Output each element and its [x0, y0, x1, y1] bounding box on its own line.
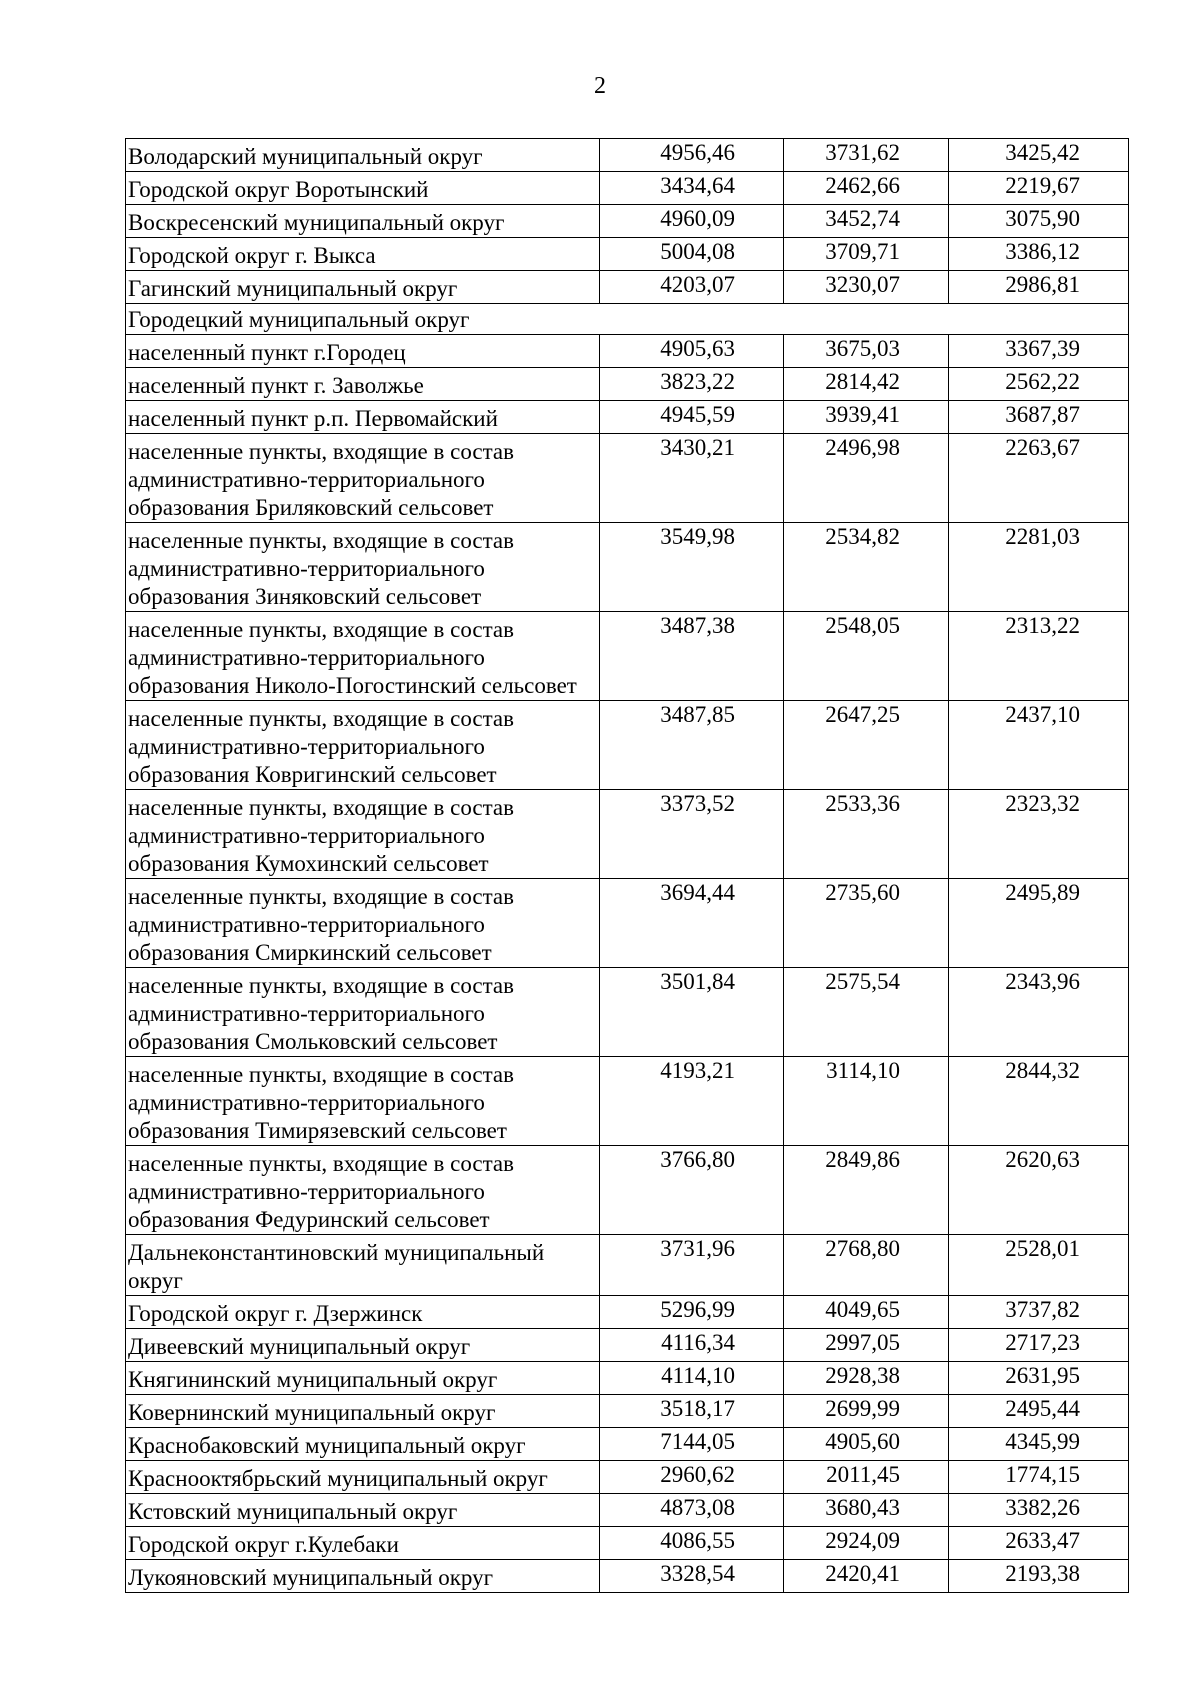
value-cell-2: 3680,43: [784, 1494, 949, 1527]
value-cell-2: 2647,25: [784, 701, 949, 790]
table-row: [126, 968, 1129, 1057]
value-cell-3: 2717,23: [949, 1329, 1129, 1362]
value-cell-1: 2960,62: [600, 1461, 784, 1494]
value-cell-1: 4960,09: [600, 205, 784, 238]
table-row: [126, 612, 1129, 701]
value-cell-1: 3434,64: [600, 172, 784, 205]
territory-name-cell: населенные пункты, входящие в состав административно-территориального образования Федуринский сельсовет: [126, 1146, 600, 1235]
value-cell-1: 3823,22: [600, 368, 784, 401]
value-cell-1: 3694,44: [600, 879, 784, 968]
territory-name-cell: населенные пункты, входящие в состав административно-территориального образования Тимирязевский сельсовет: [126, 1057, 600, 1146]
value-cell-3: 2633,47: [949, 1527, 1129, 1560]
territory-name-cell: Городской округ г. Выкса: [126, 238, 600, 271]
territory-name-cell: Краснобаковский муниципальный округ: [126, 1428, 600, 1461]
territory-name-cell: Кстовский муниципальный округ: [126, 1494, 600, 1527]
table-row: [126, 1057, 1129, 1146]
value-cell-2: 4905,60: [784, 1428, 949, 1461]
table-row: [126, 1395, 1129, 1428]
value-cell-2: 2924,09: [784, 1527, 949, 1560]
value-cell-1: 5296,99: [600, 1296, 784, 1329]
territory-name-cell: Краснооктябрьский муниципальный округ: [126, 1461, 600, 1494]
territory-name-cell: населенные пункты, входящие в состав административно-территориального образования Смольковский сельсовет: [126, 968, 600, 1057]
value-cell-2: 3675,03: [784, 335, 949, 368]
value-cell-1: 3373,52: [600, 790, 784, 879]
value-cell-2: 3709,71: [784, 238, 949, 271]
value-cell-2: 2928,38: [784, 1362, 949, 1395]
table-row: [126, 304, 1129, 335]
value-cell-3: 2281,03: [949, 523, 1129, 612]
territory-name-cell: населенные пункты, входящие в состав административно-территориального образования Николо-Погостинский сельсовет: [126, 612, 600, 701]
table-row: [126, 523, 1129, 612]
value-cell-2: 2548,05: [784, 612, 949, 701]
territory-name-cell: Гагинский муниципальный округ: [126, 271, 600, 304]
table-row: [126, 1146, 1129, 1235]
value-cell-2: 3452,74: [784, 205, 949, 238]
table-row: [126, 1428, 1129, 1461]
value-cell-1: 3501,84: [600, 968, 784, 1057]
table-row: [126, 172, 1129, 205]
value-cell-3: 2263,67: [949, 434, 1129, 523]
value-cell-3: 2323,32: [949, 790, 1129, 879]
value-cell-2: 2533,36: [784, 790, 949, 879]
value-cell-1: 4114,10: [600, 1362, 784, 1395]
value-cell-3: 2528,01: [949, 1235, 1129, 1296]
territory-name-cell: Лукояновский муниципальный округ: [126, 1560, 600, 1593]
value-cell-2: 2575,54: [784, 968, 949, 1057]
table-row: [126, 1527, 1129, 1560]
table-row: [126, 701, 1129, 790]
value-cell-3: 4345,99: [949, 1428, 1129, 1461]
table-row: [126, 1560, 1129, 1593]
table-row: [126, 1296, 1129, 1329]
table-row: [126, 879, 1129, 968]
territory-name-cell: населенные пункты, входящие в состав административно-территориального образования Бриляковский сельсовет: [126, 434, 600, 523]
value-cell-3: 2986,81: [949, 271, 1129, 304]
value-cell-2: 2997,05: [784, 1329, 949, 1362]
table-row: [126, 1362, 1129, 1395]
table-row: [126, 271, 1129, 304]
table-row: [126, 401, 1129, 434]
value-cell-1: 3731,96: [600, 1235, 784, 1296]
value-cell-1: 3430,21: [600, 434, 784, 523]
value-cell-1: 4203,07: [600, 271, 784, 304]
value-cell-3: 1774,15: [949, 1461, 1129, 1494]
value-cell-1: 4086,55: [600, 1527, 784, 1560]
value-cell-2: 3230,07: [784, 271, 949, 304]
page-number: 2: [594, 73, 606, 99]
territory-name-cell: населенные пункты, входящие в состав административно-территориального образования Зиняковский сельсовет: [126, 523, 600, 612]
value-cell-1: 4945,59: [600, 401, 784, 434]
table-row: [126, 139, 1129, 172]
value-cell-2: 2496,98: [784, 434, 949, 523]
territory-name-cell: населенный пункт г.Городец: [126, 335, 600, 368]
table-row: [126, 1494, 1129, 1527]
value-cell-1: 3487,85: [600, 701, 784, 790]
value-cell-1: 3518,17: [600, 1395, 784, 1428]
group-name-cell: Городецкий муниципальный округ: [126, 304, 1129, 335]
value-cell-3: 2437,10: [949, 701, 1129, 790]
value-cell-3: 2562,22: [949, 368, 1129, 401]
value-cell-1: 5004,08: [600, 238, 784, 271]
value-cell-3: 3382,26: [949, 1494, 1129, 1527]
value-cell-1: 4193,21: [600, 1057, 784, 1146]
value-cell-2: 2420,41: [784, 1560, 949, 1593]
value-cell-1: 4116,34: [600, 1329, 784, 1362]
value-cell-1: 3766,80: [600, 1146, 784, 1235]
table-row: [126, 790, 1129, 879]
value-cell-3: 2313,22: [949, 612, 1129, 701]
value-cell-1: 4905,63: [600, 335, 784, 368]
value-cell-1: 4956,46: [600, 139, 784, 172]
table-row: [126, 1461, 1129, 1494]
value-cell-2: 4049,65: [784, 1296, 949, 1329]
table-row: [126, 335, 1129, 368]
table-body: [126, 139, 1129, 1593]
table-row: [126, 1329, 1129, 1362]
value-cell-3: 3367,39: [949, 335, 1129, 368]
value-cell-2: 3939,41: [784, 401, 949, 434]
value-cell-3: 3425,42: [949, 139, 1129, 172]
territory-name-cell: Городской округ г. Дзержинск: [126, 1296, 600, 1329]
value-cell-3: 2343,96: [949, 968, 1129, 1057]
territory-name-cell: населенные пункты, входящие в состав административно-территориального образования Ковригинский сельсовет: [126, 701, 600, 790]
table-row: [126, 1235, 1129, 1296]
table-row: [126, 368, 1129, 401]
value-cell-2: 2768,80: [784, 1235, 949, 1296]
value-cell-3: 2495,89: [949, 879, 1129, 968]
value-cell-3: 3687,87: [949, 401, 1129, 434]
value-cell-1: 4873,08: [600, 1494, 784, 1527]
value-cell-3: 2193,38: [949, 1560, 1129, 1593]
territory-name-cell: населенные пункты, входящие в состав административно-территориального образования Кумохинский сельсовет: [126, 790, 600, 879]
value-cell-3: 2620,63: [949, 1146, 1129, 1235]
territory-name-cell: Воскресенский муниципальный округ: [126, 205, 600, 238]
territory-name-cell: Володарский муниципальный округ: [126, 139, 600, 172]
territory-name-cell: Дивеевский муниципальный округ: [126, 1329, 600, 1362]
value-cell-1: 3487,38: [600, 612, 784, 701]
value-cell-1: 3328,54: [600, 1560, 784, 1593]
value-cell-1: 3549,98: [600, 523, 784, 612]
value-cell-2: 2849,86: [784, 1146, 949, 1235]
territory-name-cell: населенный пункт г. Заволжье: [126, 368, 600, 401]
territory-name-cell: населенные пункты, входящие в состав административно-территориального образования Смиркинский сельсовет: [126, 879, 600, 968]
value-cell-2: 3114,10: [784, 1057, 949, 1146]
value-cell-3: 2631,95: [949, 1362, 1129, 1395]
value-cell-3: 2219,67: [949, 172, 1129, 205]
territory-name-cell: Городской округ Воротынский: [126, 172, 600, 205]
territory-name-cell: Городской округ г.Кулебаки: [126, 1527, 600, 1560]
value-cell-2: 2462,66: [784, 172, 949, 205]
table-row: [126, 238, 1129, 271]
table-row: [126, 205, 1129, 238]
value-cell-3: 3737,82: [949, 1296, 1129, 1329]
value-cell-2: 2735,60: [784, 879, 949, 968]
data-table: [125, 138, 1129, 1593]
territory-name-cell: Дальнеконстантиновский муниципальный округ: [126, 1235, 600, 1296]
territory-name-cell: Княгининский муниципальный округ: [126, 1362, 600, 1395]
value-cell-3: 2844,32: [949, 1057, 1129, 1146]
value-cell-2: 2534,82: [784, 523, 949, 612]
territory-name-cell: Ковернинский муниципальный округ: [126, 1395, 600, 1428]
value-cell-2: 2011,45: [784, 1461, 949, 1494]
value-cell-2: 3731,62: [784, 139, 949, 172]
value-cell-2: 2699,99: [784, 1395, 949, 1428]
value-cell-3: 3075,90: [949, 205, 1129, 238]
value-cell-3: 2495,44: [949, 1395, 1129, 1428]
value-cell-2: 2814,42: [784, 368, 949, 401]
table-row: [126, 434, 1129, 523]
value-cell-3: 3386,12: [949, 238, 1129, 271]
value-cell-1: 7144,05: [600, 1428, 784, 1461]
territory-name-cell: населенный пункт р.п. Первомайский: [126, 401, 600, 434]
